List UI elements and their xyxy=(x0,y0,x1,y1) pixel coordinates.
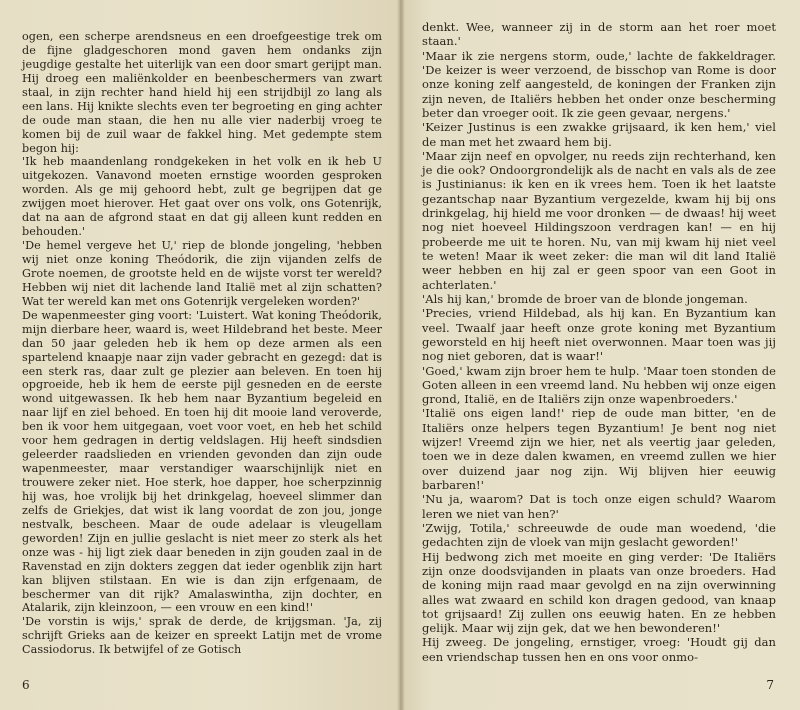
right-page-text: denkt. Wee, wanneer zij in de storm aan het roer moet staan.' 'Maar ik zie nergens storm, oude,' lachte de fakkeldrager. 'De keizer is weer verzoend, de bisschop van Rome is door onze koning zelf aangesteld, de koningen der Franken zijn zijn neven, de Italiërs hebben het onder onze bescherming beter dan vroeger ooit. Ik zie geen gevaar, nergens.' 'Keizer Justinus is een zwakke grijsaard, ik ken hem,' viel de man met het zwaard hem bij. 'Maar zijn neef en opvolger, nu reeds zijn rechterhand, ken je die ook? Ondoorgrondelijk als de nacht en vals als de zee is Justinianus: ik ken en ik vrees hem. Toen ik het laatste gezantschap naar Byzantium vergezelde, kwam hij bij ons drinkgelag, hij hield me voor dronken — de dwaas! hij weet nog niet hoeveel Hildingszoon verdragen kan! — en hij probeerde me uit te horen. Nu, van mij kwam hij niet veel te weten! Maar ik weet zeker: die man wil dit land Italië weer hebben en hij zal er geen spoor van een Goot in achterlaten.' 'Als hij kan,' bromde de broer van de blonde jongeman. 'Precies, vriend Hildebad, als hij kan. En Byzantium kan veel. Twaalf jaar heeft onze grote koning met Byzantium geworsteld en hij heeft niet overwonnen. Maar toen was jij nog niet geboren, dat is waar!' 'Goed,' kwam zijn broer hem te hulp. 'Maar toen stonden de Goten alleen in een vreemd land. Nu hebben wij onze eigen grond, Italië, en de Italiërs zijn onze wapenbroeders.' 'Italië ons eigen land!' riep de oude man bitter, 'en de Italiërs onze helpers tegen Byzantium! Je bent nog niet wijzer! Vreemd zijn we hier, net als veertig jaar geleden, toen we in deze dalen kwamen, en vreemd zullen we hier over duizend jaar nog zijn. Wij blijven hier eeuwig barbaren!' 'Nu ja, waarom? Dat is toch onze eigen schuld? Waarom leren we niet van hen?' 'Zwijg, Totila,' schreeuwde de oude man woedend, 'die gedachten zijn de vloek van mijn geslacht geworden!' Hij bedwong zich met moeite en ging verder: 'De Italiërs zijn onze doodsvijanden in plaats van onze broeders. Had de koning mijn raad maar gevolgd en na zijn overwinning alles wat zwaard en schild kon dragen gedood, van knaap tot grijsaard! Zij zullen ons eeuwig haten. En ze hebben gelijk. Maar wij zijn gek, dat we hen bewonderen!' Hij zweeg. De jongeling, ernstiger, vroeg: 'Houdt gij dan een vriendschap tussen hen en ons voor onmo- xyxy=(422,20,776,664)
right-page xyxy=(400,0,800,710)
left-page-number: 6 xyxy=(22,678,30,692)
book-gutter xyxy=(397,0,405,710)
left-page-text: ogen, een scherpe arendsneus en een droefgeestige trek om de fijne gladgeschoren mond gaven hem ondanks zijn jeugdige gestalte het uiterlijk van een door smart gerijpt man. Hij droeg een maliënkolder en beenbeschermers van zwart staal, in zijn rechter hand hield hij een strijdbijl zo lang als een lans. Hij knikte slechts even ter begroeting en ging achter de oude man staan, die hen nu alle vier naderbij vroeg te komen bij de zuil waar de fakkel hing. Met gedempte stem begon hij: 'Ik heb maandenlang rondgekeken in het volk en ik heb U uitgekozen. Vanavond moeten ernstige woorden gesproken worden. Als ge mij gehoord hebt, zult ge begrijpen dat ge zwijgen moet hierover. Het gaat over ons volk, ons Gotenrijk, dat na aan de afgrond staat en dat gij alleen kunt redden en behouden.' 'De hemel vergeve het U,' riep de blonde jongeling, 'hebben wij niet onze koning Theódorik, die zijn vijanden zelfs de Grote noemen, de grootste held en de wijste vorst ter wereld? Hebben wij niet dit lachende land Italië met al zijn schatten? Wat ter wereld kan met ons Gotenrijk vergeleken worden?' De wapenmeester ging voort: 'Luistert. Wat koning Theódorik, mijn dierbare heer, waard is, weet Hildebrand het beste. Meer dan 50 jaar geleden heb ik hem op deze armen als een spartelend knaapje naar zijn vader gebracht en gezegd: dat is een sterk ras, daar zult ge plezier aan beleven. En toen hij opgroeide, heb ik hem de eerste pijl gesneden en de eerste wond uitgewassen. Ik heb hem naar Byzantium begeleid en naar lijf en ziel behoed. En toen hij dit mooie land veroverde, ben ik voor hem uitgegaan, voet voor voet, en heb het schild voor hem gedragen in dertig veldslagen. Hij heeft sindsdien geleerder raadslieden en vrienden gevonden dan zijn oude wapenmeester, maar verstandiger waarschijnlijk niet en trouwere zeker niet. Hoe sterk, hoe dapper, hoe scherpzinnig hij was, hoe vrolijk bij het drinkgelag, hoeveel slimmer dan zelfs de Griekjes, dat wist ik lang voordat de zon jou, jonge nestvalk, bescheen. Maar de oude adelaar is vleugellam geworden! Zijn en jullie geslacht is niet meer zo sterk als het onze was - hij ligt ziek daar beneden in zijn gouden zaal in de Ravenstad en zijn dokters zeggen dat ieder ogenblik zijn hart kan blijven stilstaan. En wie is dan zijn erfgenaam, de beschermer van dit rijk? Amalaswintha, zijn dochter, en Atalarik, zijn kleinzoon, — een vrouw en een kind!' 'De vorstin is wijs,' sprak de derde, de krijgsman. 'Ja, zij schrijft Grieks aan de keizer en spreekt Latijn met de vrome Cassiodorus. Ik betwijfel of ze Gotisch xyxy=(22,30,382,657)
right-page-number: 7 xyxy=(766,678,774,692)
